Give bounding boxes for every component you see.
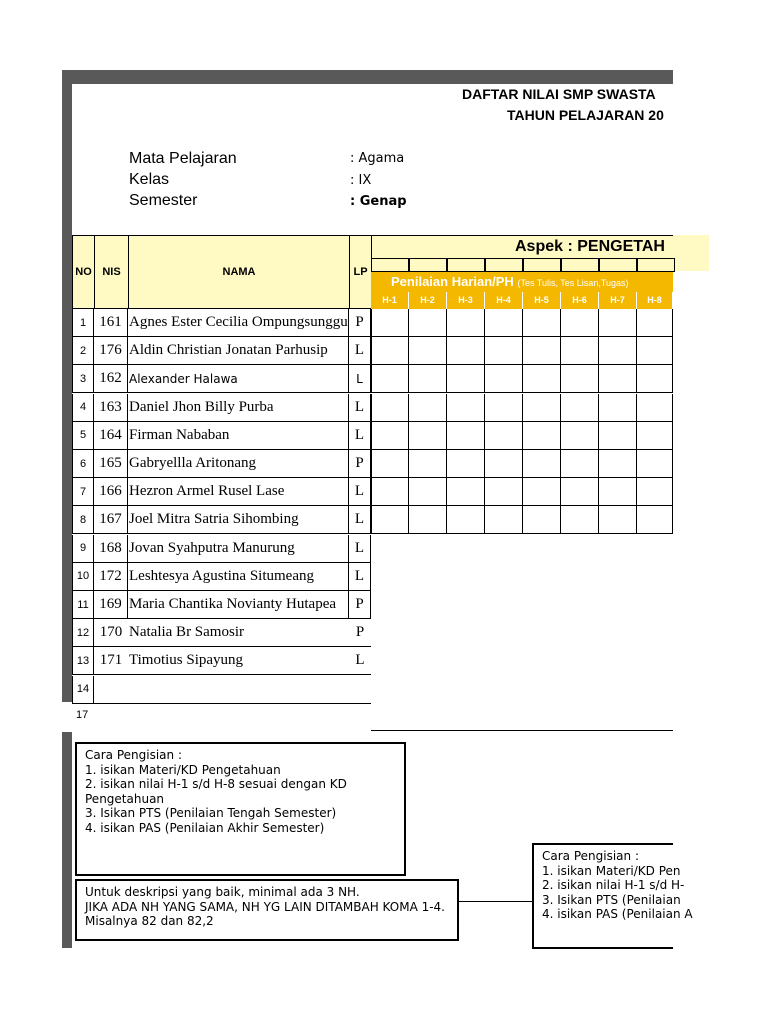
score-cell[interactable] <box>561 450 599 478</box>
connector-line <box>459 901 533 902</box>
score-cell[interactable] <box>409 394 447 422</box>
student-gender[interactable]: L <box>349 478 371 506</box>
student-name[interactable]: Jovan Syahputra Manurung <box>128 535 349 563</box>
description-line: Untuk deskripsi yang baik, minimal ada 3 NH. <box>85 885 360 899</box>
score-cell[interactable] <box>637 337 673 365</box>
student-name[interactable]: Hezron Armel Rusel Lase <box>128 478 349 506</box>
kd-cell[interactable] <box>485 258 523 272</box>
student-gender[interactable]: P <box>349 450 371 478</box>
description-line: JIKA ADA NH YANG SAMA, NH YG LAIN DITAMBAH KOMA 1-4. <box>85 899 445 914</box>
ph-note: (Tes Tulis, Tes Lisan,Tugas) <box>517 278 629 288</box>
h-header-cell: H-2 <box>409 292 447 309</box>
semester-label: Semester <box>129 192 198 209</box>
student-name[interactable]: Natalia Br Samosir <box>128 619 349 647</box>
score-cell[interactable] <box>599 337 637 365</box>
score-cell[interactable] <box>409 337 447 365</box>
student-nis[interactable]: 172 <box>94 563 128 591</box>
sheet-top-border <box>62 70 673 84</box>
table-row <box>72 309 372 337</box>
instruction2-line: 1. isikan Materi/KD Pen <box>542 863 681 878</box>
score-cell[interactable] <box>371 450 409 478</box>
score-cell[interactable] <box>637 394 673 422</box>
col-header-name: NAMA <box>128 235 350 309</box>
student-gender[interactable] <box>349 676 371 704</box>
row-number[interactable]: 4 <box>72 394 94 422</box>
instruction-line: 4. isikan PAS (Penilaian Akhir Semester) <box>85 820 325 835</box>
score-cell[interactable] <box>599 365 637 393</box>
student-name[interactable]: Joel Mitra Satria Sihombing <box>128 506 349 534</box>
score-cell[interactable] <box>409 450 447 478</box>
instructions-title: Cara Pengisian : <box>85 748 182 762</box>
student-gender[interactable]: L <box>349 563 371 591</box>
score-cell[interactable] <box>447 365 485 393</box>
description-box <box>75 879 459 941</box>
score-cell[interactable] <box>485 450 523 478</box>
description-line: Misalnya 82 dan 82,2 <box>85 914 214 928</box>
score-cell[interactable] <box>409 478 447 506</box>
student-gender[interactable]: P <box>349 591 371 619</box>
student-name[interactable]: Timotius Sipayung <box>128 647 349 675</box>
score-cell[interactable] <box>637 422 673 450</box>
score-cell[interactable] <box>371 478 409 506</box>
row-number[interactable]: 3 <box>72 365 94 393</box>
row-number[interactable]: 8 <box>72 506 94 534</box>
score-cell[interactable] <box>485 506 523 534</box>
page-subtitle: TAHUN PELAJARAN 20 <box>507 107 664 123</box>
student-name[interactable] <box>128 676 349 704</box>
table-row <box>72 506 372 534</box>
score-cell[interactable] <box>599 478 637 506</box>
student-name[interactable]: Alexander Halawa <box>128 365 349 393</box>
score-cell[interactable] <box>599 422 637 450</box>
table-row <box>72 394 372 422</box>
row-number[interactable]: 9 <box>72 535 94 563</box>
kd-cell[interactable] <box>447 258 485 272</box>
table-row <box>72 365 372 393</box>
page-title: DAFTAR NILAI SMP SWASTA <box>462 86 656 102</box>
h-header-cell: H-8 <box>637 292 673 309</box>
student-name[interactable]: Maria Chantika Novianty Hutapea <box>128 591 349 619</box>
table-row <box>72 450 372 478</box>
student-name[interactable]: Leshtesya Agustina Situmeang <box>128 563 349 591</box>
col-header-lp: LP <box>349 235 372 309</box>
student-nis[interactable] <box>94 676 128 704</box>
score-cell[interactable] <box>485 309 523 337</box>
kd-cell[interactable] <box>409 258 447 272</box>
student-gender[interactable]: P <box>349 619 371 647</box>
score-cell[interactable] <box>371 337 409 365</box>
score-cell[interactable] <box>561 478 599 506</box>
table-row <box>72 676 372 704</box>
score-cell[interactable] <box>561 365 599 393</box>
kd-row <box>371 258 673 272</box>
table-row <box>72 535 372 563</box>
student-nis[interactable]: 166 <box>94 478 128 506</box>
score-cell[interactable] <box>599 506 637 534</box>
student-gender[interactable]: L <box>349 365 371 393</box>
score-cell[interactable] <box>523 365 561 393</box>
student-gender[interactable]: L <box>349 422 371 450</box>
semester-value[interactable]: : Genap <box>350 194 407 209</box>
student-nis[interactable]: 162 <box>94 365 128 393</box>
kd-cell[interactable] <box>523 258 561 272</box>
table-row <box>72 619 372 647</box>
student-name[interactable]: Daniel Jhon Billy Purba <box>128 394 349 422</box>
score-cell[interactable] <box>599 450 637 478</box>
kd-cell[interactable] <box>371 258 409 272</box>
student-nis[interactable]: 164 <box>94 422 128 450</box>
student-name[interactable]: Aldin Christian Jonatan Parhusip <box>128 337 349 365</box>
score-cell[interactable] <box>409 506 447 534</box>
student-nis[interactable]: 171 <box>94 647 128 675</box>
kd-cell[interactable] <box>637 258 675 272</box>
h-header-cell: H-4 <box>485 292 523 309</box>
instruction-line: 1. isikan Materi/KD Pengetahuan <box>85 762 281 777</box>
table-row <box>72 337 372 365</box>
student-gender[interactable]: L <box>349 535 371 563</box>
table-row <box>72 563 372 591</box>
score-cell[interactable] <box>409 365 447 393</box>
instruction-line: 2. isikan nilai H-1 s/d H-8 sesuai dengan KD <box>85 777 347 791</box>
ph-header <box>371 272 673 292</box>
score-cell[interactable] <box>447 394 485 422</box>
score-cell[interactable] <box>485 337 523 365</box>
score-cell[interactable] <box>523 478 561 506</box>
score-cell[interactable] <box>637 478 673 506</box>
score-cell[interactable] <box>637 450 673 478</box>
score-cell[interactable] <box>447 450 485 478</box>
subject-value[interactable]: : Agama <box>350 151 405 166</box>
student-nis[interactable]: 176 <box>94 337 128 365</box>
aspect-title: Aspek : PENGETAH <box>515 238 665 255</box>
score-cell[interactable] <box>371 394 409 422</box>
score-cell[interactable] <box>447 422 485 450</box>
student-gender[interactable]: L <box>349 394 371 422</box>
instruction-line: Pengetahuan <box>85 791 165 806</box>
table-row <box>72 478 372 506</box>
row-number[interactable]: 6 <box>72 450 94 478</box>
extra-row-number: 17 <box>76 709 89 721</box>
ph-title: Penilaian Harian/PH <box>391 274 514 289</box>
score-cell[interactable] <box>485 478 523 506</box>
kd-cell[interactable] <box>599 258 637 272</box>
score-cell[interactable] <box>523 422 561 450</box>
student-gender[interactable]: L <box>349 506 371 534</box>
score-cell[interactable] <box>447 337 485 365</box>
score-cell[interactable] <box>409 309 447 337</box>
instruction2-line: 2. isikan nilai H-1 s/d H- <box>542 878 685 892</box>
instruction2-line: 3. Isikan PTS (Penilaian <box>542 892 681 907</box>
student-gender[interactable]: L <box>349 647 371 675</box>
score-cell[interactable] <box>523 309 561 337</box>
student-name[interactable]: Agnes Ester Cecilia Ompungsunggu <box>128 309 349 337</box>
student-nis[interactable]: 168 <box>94 535 128 563</box>
student-nis[interactable]: 167 <box>94 506 128 534</box>
h-header-cell: H-5 <box>523 292 561 309</box>
score-cell[interactable] <box>599 309 637 337</box>
row-number[interactable]: 2 <box>72 337 94 365</box>
score-cell[interactable] <box>637 309 673 337</box>
h-header-cell: H-7 <box>599 292 637 309</box>
score-cell[interactable] <box>447 478 485 506</box>
score-cell[interactable] <box>447 506 485 534</box>
score-cell[interactable] <box>637 365 673 393</box>
student-nis[interactable]: 165 <box>94 450 128 478</box>
h-header-cell: H-6 <box>561 292 599 309</box>
row-number[interactable]: 1 <box>72 309 94 337</box>
score-cell[interactable] <box>599 394 637 422</box>
score-cell[interactable] <box>485 422 523 450</box>
score-cell[interactable] <box>561 506 599 534</box>
h-header-cell: H-1 <box>371 292 409 309</box>
instructions2-title: Cara Pengisian : <box>542 849 639 863</box>
row-number[interactable]: 10 <box>72 563 94 591</box>
score-cell[interactable] <box>409 422 447 450</box>
student-gender[interactable]: P <box>349 309 371 337</box>
score-cell[interactable] <box>637 506 673 534</box>
row-number[interactable]: 7 <box>72 478 94 506</box>
student-name[interactable]: Gabryellla Aritonang <box>128 450 349 478</box>
sheet-left-border-lower <box>62 732 72 948</box>
score-cell[interactable] <box>485 394 523 422</box>
row-number[interactable]: 12 <box>72 619 94 647</box>
sheet-left-border <box>62 70 72 702</box>
score-cell[interactable] <box>523 394 561 422</box>
score-cell[interactable] <box>523 506 561 534</box>
student-nis[interactable]: 163 <box>94 394 128 422</box>
score-cell[interactable] <box>561 422 599 450</box>
row-number[interactable]: 5 <box>72 422 94 450</box>
class-value[interactable]: : IX <box>350 173 372 188</box>
class-label: Kelas <box>129 171 170 188</box>
score-cell[interactable] <box>371 365 409 393</box>
score-cell[interactable] <box>561 394 599 422</box>
student-nis[interactable]: 161 <box>94 309 128 337</box>
col-header-nis: NIS <box>94 235 129 309</box>
divider-line <box>371 730 673 731</box>
row-number[interactable]: 14 <box>72 676 94 704</box>
table-row <box>72 422 372 450</box>
student-name[interactable]: Firman Nababan <box>128 422 349 450</box>
score-cell[interactable] <box>523 450 561 478</box>
score-cell[interactable] <box>561 337 599 365</box>
student-nis[interactable]: 170 <box>94 619 128 647</box>
instructions-box <box>75 742 406 876</box>
student-nis[interactable]: 169 <box>94 591 128 619</box>
score-cell[interactable] <box>371 422 409 450</box>
score-cell[interactable] <box>485 365 523 393</box>
h-header-cell: H-3 <box>447 292 485 309</box>
student-gender[interactable]: L <box>349 337 371 365</box>
table-row <box>72 647 372 675</box>
kd-cell[interactable] <box>561 258 599 272</box>
row-number[interactable]: 11 <box>72 591 94 619</box>
table-row <box>72 591 372 619</box>
col-header-no: NO <box>72 235 95 309</box>
instructions-box-2 <box>532 843 693 949</box>
score-cell[interactable] <box>523 337 561 365</box>
subject-label: Mata Pelajaran <box>129 150 237 167</box>
instruction2-line: 4. isikan PAS (Penilaian A <box>542 907 693 921</box>
score-cell[interactable] <box>447 309 485 337</box>
row-number[interactable]: 13 <box>72 647 94 675</box>
score-cell[interactable] <box>371 506 409 534</box>
score-cell[interactable] <box>561 309 599 337</box>
instruction-line: 3. Isikan PTS (Penilaian Tengah Semester) <box>85 806 337 820</box>
score-cell[interactable] <box>371 309 409 337</box>
